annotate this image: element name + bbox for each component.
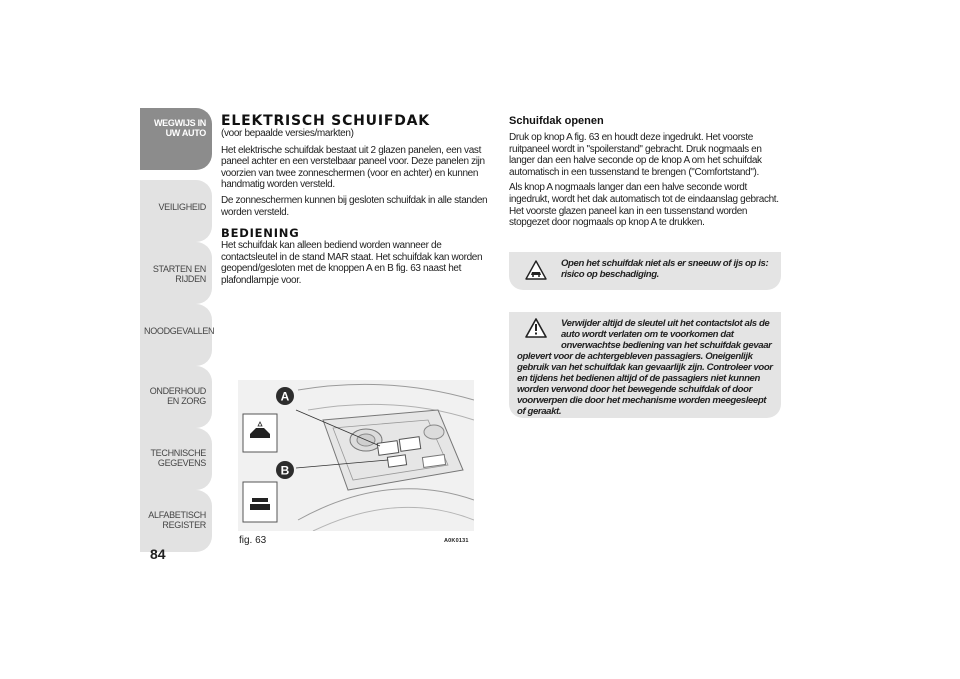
paragraph: De zonneschermen kunnen bij gesloten schuifdak in alle standen worden versteld.	[221, 194, 488, 218]
subsection-heading: Schuifdak openen	[509, 115, 604, 127]
attention-box	[509, 252, 781, 290]
figure-caption: fig. 63	[239, 535, 267, 546]
left-column	[221, 114, 495, 291]
subsection-title: BEDIENING	[221, 226, 300, 241]
tab-starten-en-rijden[interactable]: STARTEN EN RIJDEN	[140, 242, 212, 304]
attention-text: Open het schuifdak niet als er sneeuw of ijs op is: risico op beschadiging.	[561, 258, 769, 280]
tab-noodgevallen[interactable]: NOODGEVALLEN	[140, 304, 212, 366]
warning-text-lead: Verwijder altijd de sleutel uit het contactslot als de auto wordt verlaten om te voorkomen dat onverwachtse bediening van het schuifdak gevaar	[561, 318, 772, 351]
paragraph: Het schuifdak kan alleen bediend worden wanneer de contactsleutel in de stand MAR staat. Het schuifdak kan worden geopend/gesloten met de knoppen A en B fig. 63 naast het plafondlampje voor.	[221, 240, 483, 286]
tab-wegwijs-in-uw-auto[interactable]: WEGWIJS IN UW AUTO	[140, 108, 212, 170]
tab-technische-gegevens[interactable]: TECHNISCHE GEGEVENS	[140, 428, 212, 490]
sunroof-close-icon	[250, 498, 270, 510]
right-column	[509, 114, 781, 233]
section-title: ELEKTRISCH SCHUIFDAK	[221, 113, 430, 129]
tab-veiligheid[interactable]: VEILIGHEID	[140, 180, 212, 242]
warning-text-rest: oplevert voor de achtergebleven passagiers. Oneigenlijk gebruik van het schuifdak kan gevaarlijk zijn. Controleer voor en tijdens het bedienen altijd of de passagiers niet kunnen worden verwond door het bewegende schuifdak of door voorwerpen die door het mechanisme worden meegesleept of geraakt.	[517, 351, 773, 417]
tab-onderhoud-en-zorg[interactable]: ONDERHOUD EN ZORG	[140, 366, 212, 428]
page-number: 84	[150, 546, 166, 562]
callout-label-a: A	[280, 389, 290, 404]
roof-console-illustration	[238, 380, 474, 531]
warning-triangle-icon	[525, 318, 547, 338]
section-subtitle: (voor bepaalde versies/markten)	[221, 128, 354, 139]
callout-label-b: B	[280, 463, 290, 478]
figure-roof-controls	[238, 380, 474, 531]
paragraph: Druk op knop A fig. 63 en houdt deze ingedrukt. Het voorste ruitpaneel wordt in "spoilerstand" gebracht. Druk nogmaals en langer dan een halve seconde op de knop A om het schuifdak automatisch in een tussenstand te brengen ("Comfortstand").	[509, 132, 762, 178]
paragraph: Het elektrische schuifdak bestaat uit 2 glazen panelen, een vast paneel achter en een verstelbaar paneel voor. Deze panelen zijn voorzien van twee zonneschermen (voor en achter) en kunnen handmatig worden versteld.	[221, 144, 485, 191]
paragraph: Als knop A nogmaals langer dan een halve seconde wordt ingedrukt, wordt het dak automatisch tot de eindaanslag gebracht. Het voorste glazen paneel kan in een tussenstand worden stopgezet door nogmaals op knop A te drukken.	[509, 182, 779, 229]
warning-text	[517, 318, 773, 417]
attention-car-icon	[525, 260, 547, 280]
warning-box	[509, 312, 781, 418]
tab-alfabetisch-register[interactable]: ALFABETISCH REGISTER	[140, 490, 212, 552]
figure-code: A0K0131	[444, 538, 469, 544]
